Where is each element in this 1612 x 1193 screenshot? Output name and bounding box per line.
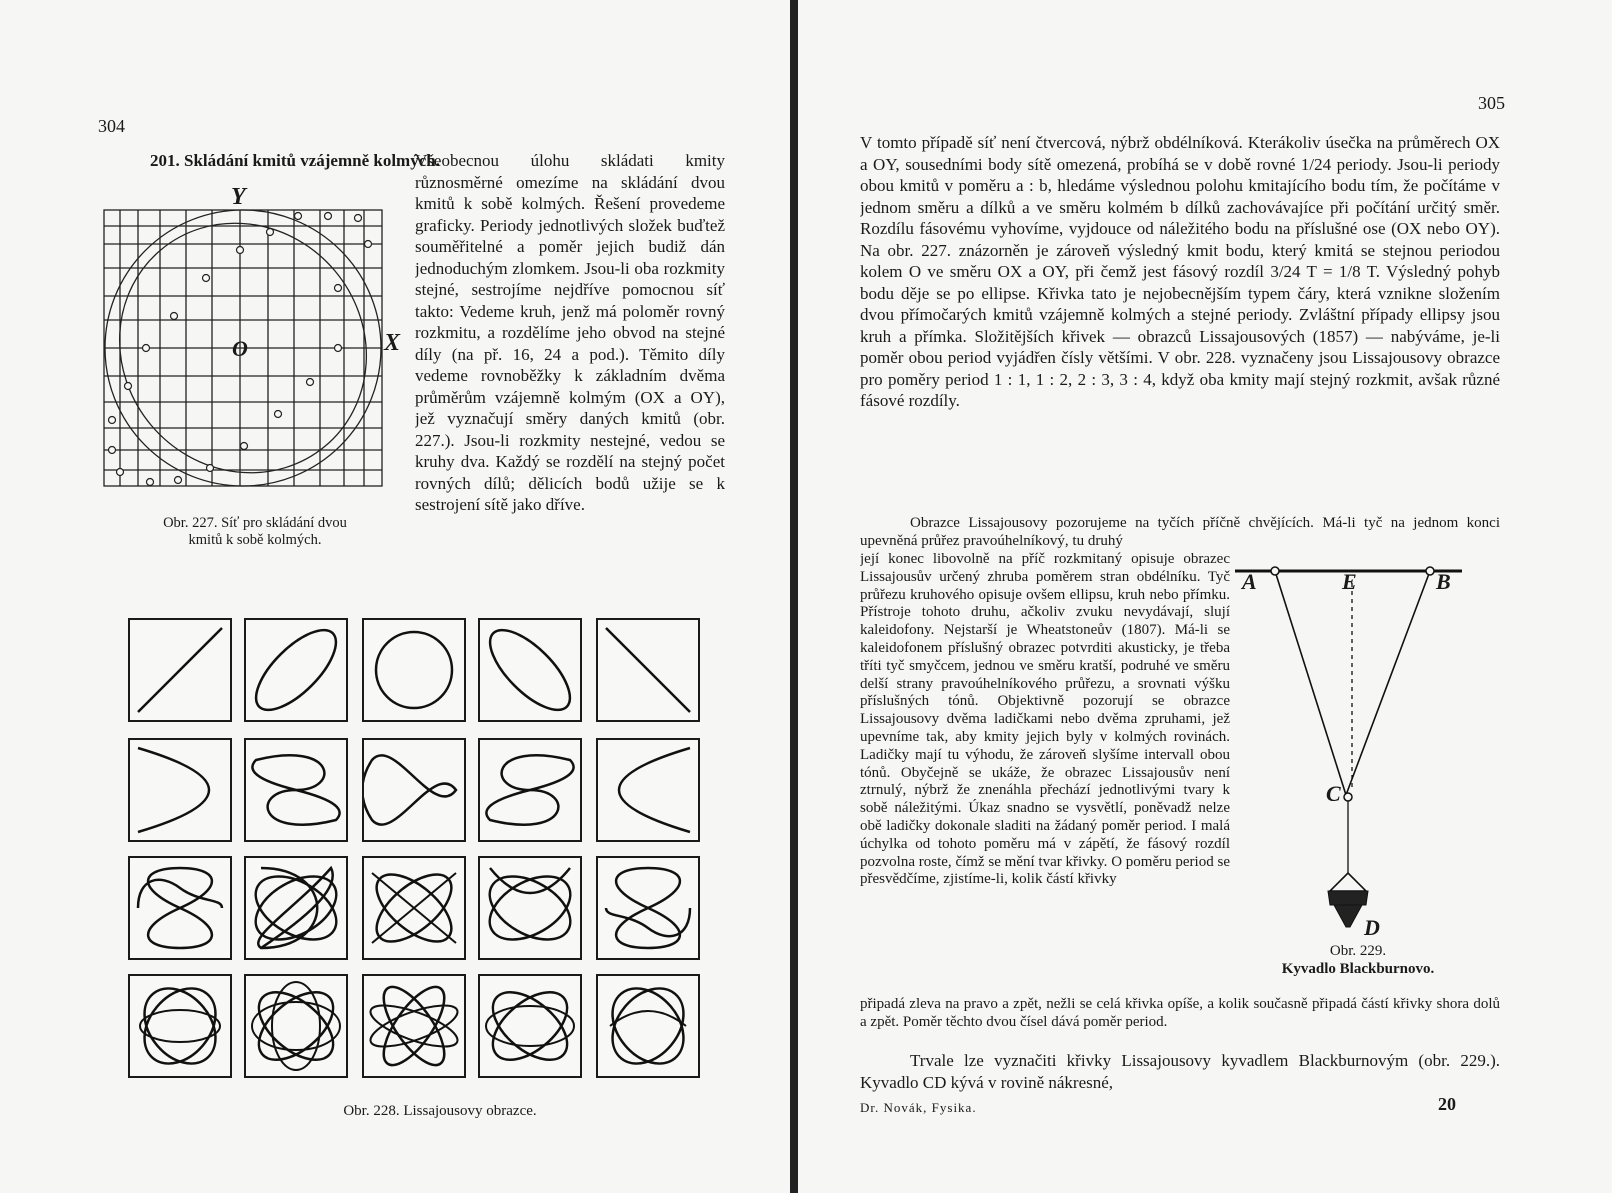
small-paragraph-bottom: připadá zleva na pravo a zpět, nežli se celá křivka opíše, a kolik současně připadá částí křivky shora dolů a zpět. Poměr těchto dvou čísel dává poměr period. (860, 996, 1500, 1030)
lissajous-3-4-a (128, 974, 232, 1078)
lissajous-2-3-b (244, 856, 348, 960)
lissajous-3-4-c (362, 974, 466, 1078)
last-paragraph: Trvale lze vyznačiti křivky Lissajousovy kyvadlem Blackburnovým (obr. 229.). Kyvadlo CD kývá v rovině nákresné, (860, 1051, 1500, 1092)
figure-229-pendulum (1230, 555, 1470, 940)
small-paragraph-top: Obrazce Lissajousovy pozorujeme na tyčích příčně chvějících. Má-li tyč na jednom konci upevněná průřez pravoúhelníkový, tu druhý (860, 515, 1500, 549)
book-gutter (790, 0, 798, 1193)
axis-label-x: X (384, 330, 401, 356)
page-number-left: 304 (98, 116, 125, 136)
footer-signature: Dr. Novák, Fysika. (860, 1100, 977, 1115)
pendulum-diagram (1230, 555, 1470, 940)
lissajous-1-1-line-reverse (596, 618, 700, 722)
lissajous-3-4-b (244, 974, 348, 1078)
figure-227-caption-line2: kmitů k sobě kolmých. (188, 532, 322, 548)
lissajous-1-1-ellipse-reverse (478, 618, 582, 722)
lissajous-3-4-d (478, 974, 582, 1078)
lissajous-1-1-ellipse (244, 618, 348, 722)
figure-228-caption: Obr. 228. Lissajousovy obrazce. (343, 1103, 537, 1119)
main-paragraph: V tomto případě síť není čtvercová, nýbrž obdélníková. Kterákoliv úsečka na průměrech OX a OY, sousedními body sítě omezená, probíhá se v době rovné 1/24 periody. Jsou-li periody obou kmitů v poměru a : b, hledáme výslednou polohu kmitajícího bodu tím, že počítáme v jednom směru a dílků a ve směru kolmém b dílků zachovávajíce při počítání určitý směr. Rozdílu fásovému vyhovíme, vyjdouce od náležitého bodu na příslušné ose (OX nebo OY). Na obr. 227. znázorněn je zároveň výsledný kmit bodu, který kmitá se stejnou periodou kolem O ve směru OX a OY, při čemž jest fásový rozdíl 3/24 T = 1/8 T. Výsledný pohyb bodu děje se po ellipse. Křivka tato je nejobecnějším typem čáry, která vznikne složením dvou přímočarých kmitů vzájemně kolmých a stejné periody. Zvláštní případy ellipsy jsou kruh a přímka. Složitějších křivek — obrazců Lissajousových (1857) — nabýváme, je-li poměr obou period vyjádřen čísly většími. V obr. 228. vyznačeny jsou Lissajousovy obrazce pro poměry period 1 : 1, 1 : 2, 2 : 3, 3 : 4, když oba kmity mají stejný rozkmit, avšak různé fásové rozdíly. (860, 133, 1500, 410)
label-b: B (1436, 569, 1451, 594)
lissajous-2-3-a (128, 856, 232, 960)
lissajous-2-3-d (478, 856, 582, 960)
figure-229-caption-line2: Kyvadlo Blackburnovo. (1281, 961, 1435, 977)
lissajous-3-4-e (596, 974, 700, 1078)
section-title: 201. Skládání kmitů vzájemně kolmých. (150, 151, 440, 170)
footer-sheet-number: 20 (1438, 1094, 1456, 1114)
figure-227-grid (98, 184, 401, 500)
lissajous-1-2-parabola-reverse (596, 738, 700, 842)
label-e: E (1342, 569, 1357, 594)
lissajous-1-2-figure8a (244, 738, 348, 842)
lissajous-1-2-figure8b (478, 738, 582, 842)
figure-227-caption (110, 515, 400, 549)
lissajous-1-1-circle (362, 618, 466, 722)
label-a: A (1242, 569, 1257, 594)
lissajous-1-2-parabola (128, 738, 232, 842)
figure-229-caption (1238, 942, 1478, 978)
right-page (798, 0, 1612, 1193)
intro-paragraph: Všeobecnou úlohu skládati kmity různosměrné omezíme na skládání dvou kmitů k sobě kolmých. Řešení provedeme graficky. Periody jednotlivých složek buďtež souměřitelné a poměr jejich budiž dán jednoduchým zlomkem. Jsou-li oba rozkmity stejné, sestrojíme nejdříve pomocnou síť takto: Vedeme kruh, jenž má poloměr rovný rozkmitu, a rozdělíme jeho obvod na stejné díly (na př. 16, 24 a pod.). Těmito díly vedeme rovnoběžky k základním dvěma průměrům vzájemně kolmým (OX a OY), jež vyznačují směry daných kmitů (obr. 227.). Jsou-li rozkmity nestejné, vedou se kruhy dva. Každý se rozdělí na stejný počet rovných dílů; dělicích bodů užije se k sestrojení sítě jako dříve. (415, 151, 725, 514)
small-paragraph-left: její konec libovolně na příč rozkmitaný opisuje obrazec Lissajousův určený zhruba poměrem stran obdélníku. Tyč průřezu kruhového opisuje ovšem ellipsu, kruh nebo přímku. Přístroje tohoto druhu, ačkoliv zvuku nevydávají, slují kaleidofony. Nejstarší je Wheatstoneův (1807). Má-li se kaleidofonem příslušný obrazec potvrditi akusticky, je třeba tříti tyč smyčcem, jednou ve směru kratší, podruhé ve směru delší strany pravoúhelníkového průřezu, a srovnati výšku příslušných tónů. Objektivně pozorují se obrazce Lissajousovy dvěma ladičkami nebo dvěma zpruhami, jež upevníme tak, aby kmity jejich byly v kolmých rovinách. Ladičky mají tu výhodu, že zároveň slyšíme intervall obou tónů. Obyčejně se ukáže, že obrazec Lissajousův není ztrnulý, nýbrž že znenáhla přechází jednotlivými tvary k sobě náležitými. Úkaz snadno se vysvětlí, poněvadž nelze obě ladičky dokonale sladiti na žádaný poměr period. I malá úchylka od tohoto poměru má v zápětí, že fásový rozdíl pozvolna roste, čímž se mění tvar křivky. O poměru period se přesvědčíme, zjistíme-li, kolik částí křivky (860, 551, 1230, 888)
label-d: D (1364, 915, 1380, 940)
origin-label: O (232, 336, 248, 361)
grid-diagram (98, 188, 401, 500)
lissajous-2-3-e (596, 856, 700, 960)
page-number-right: 305 (1478, 93, 1505, 113)
axis-label-y: Y (231, 184, 246, 210)
lissajous-1-2-figure8 (362, 738, 466, 842)
lissajous-2-3-c (362, 856, 466, 960)
label-c: C (1326, 781, 1341, 806)
lissajous-1-1-line (128, 618, 232, 722)
figure-227-caption-line1: Obr. 227. Síť pro skládání dvou (163, 515, 347, 531)
figure-229-caption-line1: Obr. 229. (1329, 943, 1387, 959)
left-page (0, 0, 790, 1193)
